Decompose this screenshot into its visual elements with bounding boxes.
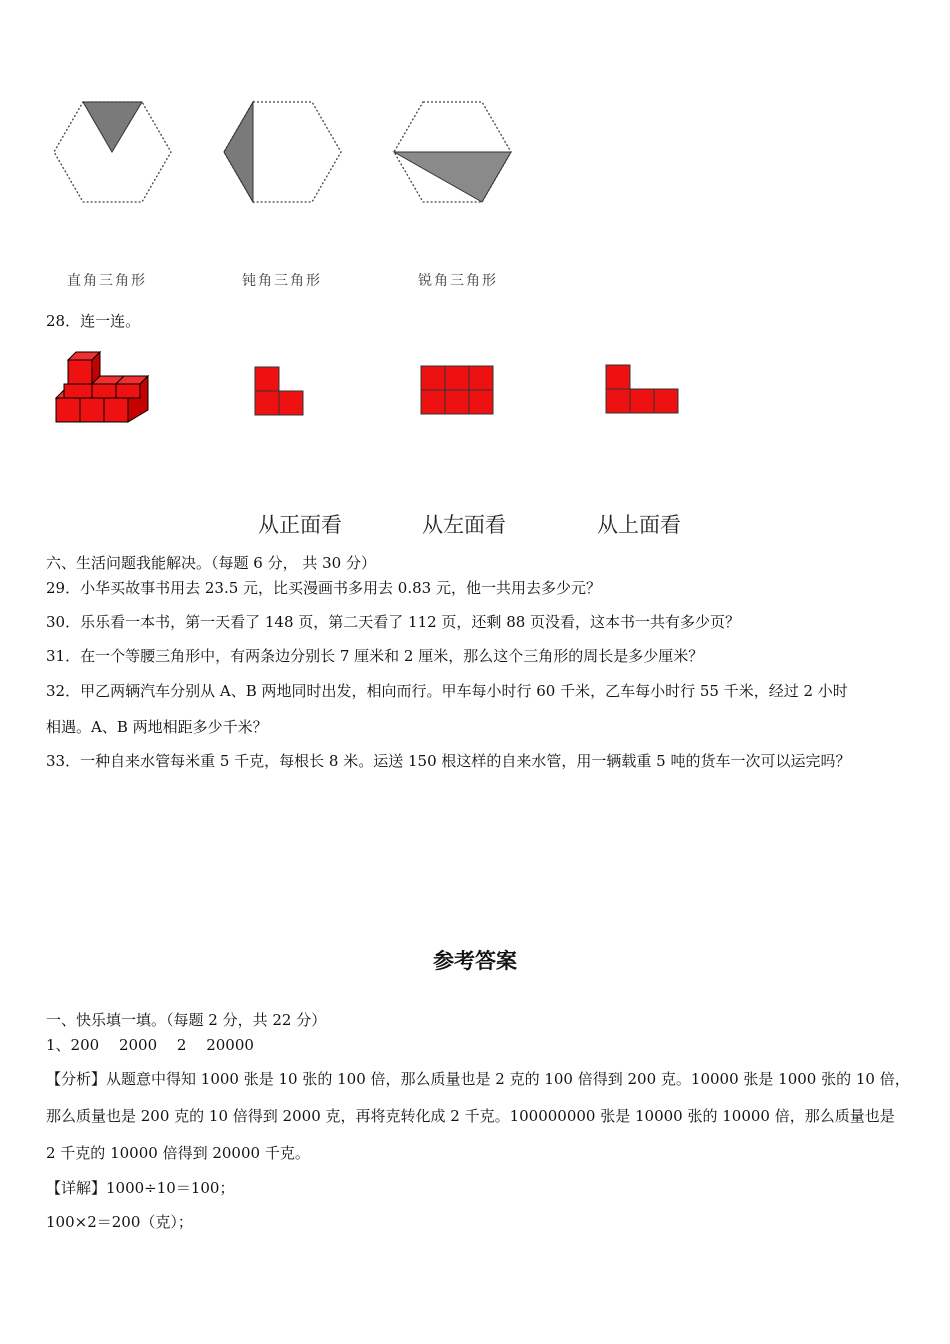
answers-title: 参考答案 (433, 949, 517, 973)
section-6-heading: 六、生活问题我能解决。（每题 6 分， 共 30 分） (46, 554, 376, 572)
hexagon-figure-obtuse-triangle (220, 98, 345, 208)
question-30: 30．乐乐看一本书，第一天看了 148 页，第二天看了 112 页，还剩 88 页没看，这本书一共有多少页？ (46, 613, 741, 631)
caption-obtuse-triangle: 钝角三角形 (242, 273, 322, 289)
analysis-line-1: 【分析】从题意中得知 1000 张是 10 张的 100 倍，那么质量也是 2 克的 100 倍得到 200 克。10000 张是 1000 张的 10 倍， (46, 1070, 910, 1088)
label-front-view: 从正面看 (258, 513, 342, 537)
question-28: 28．连一连。 (46, 312, 141, 330)
view-shape-grid (420, 365, 495, 417)
label-top-view: 从上面看 (597, 513, 681, 537)
caption-acute-triangle: 锐角三角形 (418, 273, 498, 289)
question-32-cont: 相遇。A、B 两地相距多少千米？ (46, 718, 268, 736)
detail-line-2: 100×2＝200（克）； (46, 1213, 193, 1231)
caption-right-triangle: 直角三角形 (67, 273, 147, 289)
hexagon-figure-acute-triangle (390, 98, 515, 208)
question-31: 31．在一个等腰三角形中，有两条边分别长 7 厘米和 2 厘米，那么这个三角形的周长是多少厘米？ (46, 647, 704, 665)
analysis-line-3: 2 千克的 10000 倍得到 20000 千克。 (46, 1144, 310, 1162)
question-29: 29．小华买故事书用去 23.5 元，比买漫画书多用去 0.83 元，他一共用去多少元？ (46, 579, 601, 597)
answers-section-1-heading: 一、快乐填一填。（每题 2 分，共 22 分） (46, 1011, 327, 1029)
detail-line-1: 【详解】1000÷10＝100； (46, 1179, 235, 1197)
hexagon-figure-right-triangle (50, 98, 175, 208)
question-32: 32．甲乙两辆汽车分别从 A、B 两地同时出发，相向而行。甲车每小时行 60 千米，乙车每小时行 55 千米，经过 2 小时 (46, 682, 848, 700)
view-shape-l-horizontal (605, 364, 681, 416)
analysis-line-2: 那么质量也是 200 克的 10 倍得到 2000 克，再将克转化成 2 千克。100000000 张是 10000 张的 10000 倍，那么质量也是 (46, 1107, 895, 1125)
view-shape-l-vertical (254, 366, 306, 418)
cube-stack-figure (52, 352, 152, 424)
label-left-view: 从左面看 (422, 513, 506, 537)
question-33: 33．一种自来水管每米重 5 千克，每根长 8 米。运送 150 根这样的自来水管，用一辆载重 5 吨的货车一次可以运完吗？ (46, 752, 851, 770)
answer-1: 1、200 2000 2 20000 (46, 1036, 254, 1054)
